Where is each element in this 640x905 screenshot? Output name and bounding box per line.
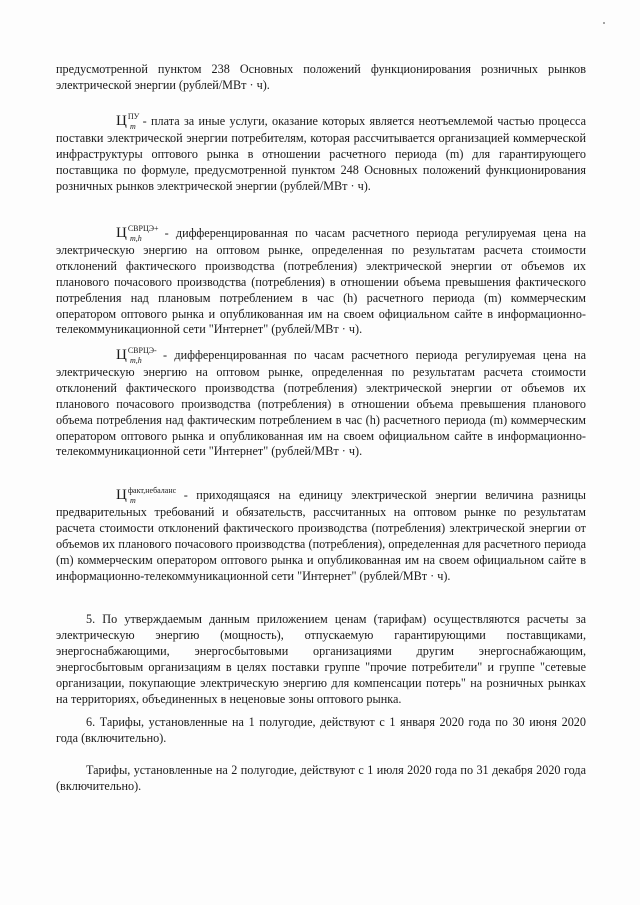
paragraph-continuation: предусмотренной пунктом 238 Основных положений функционирования розничных рынков электрической энергии (рублей/МВт · ч). bbox=[56, 62, 586, 92]
symbol-svrce-minus: $Ц^{СВРЦЭ-}$ m,h bbox=[116, 346, 157, 365]
definition-svrce-minus: $Ц^{СВРЦЭ-}$ m,h - дифференцированная по часам расчетного периода регулируемая цена на электрическую энергию на оптовом рынке, определенная по результатам расчета стоимости отклонений фактического производства (потребления) электрической энергии от объемов их планового почасового производства (потребления) в отношении объема превышения планового объема потребления над фактическим потреблением в час (h) расчетного периода (m) коммерческим оператором оптового рынка и опубликованная им на своем официальном сайте в информационно-телекоммуникационной сети "Интернет" (рублей/МВт · ч). bbox=[56, 346, 586, 459]
symbol-svrce-plus: $Ц^{СВРЦЭ+}$ m,h bbox=[116, 224, 159, 243]
definition-fakt-nebalans: $Ц^{факт,небаланс}$ m - приходящаяся на единицу электрической энергии величина разницы предварительных требований и обязательств, рассчитанных на оптовом рынке по результатам расчета стоимости отклонений фактического производства (потребления) электрической энергии от объемов их планового почасового производства (потребления), определенная для расчетного периода (m) коммерческим оператором оптового рынка и опубликованная им на своем официальном сайте в информационно-телекоммуникационной сети "Интернет" (рублей/МВт · ч). bbox=[56, 486, 586, 583]
scan-speck bbox=[603, 22, 605, 24]
paragraph-7: Тарифы, установленные на 2 полугодие, действуют с 1 июля 2020 года по 31 декабря 2020 года (включительно). bbox=[56, 763, 586, 793]
paragraph-6: 6. Тарифы, установленные на 1 полугодие, действуют с 1 января 2020 года по 30 июня 2020 года (включительно). bbox=[56, 715, 586, 745]
symbol-ppu: $Ц^{ПУ}$ m bbox=[116, 112, 140, 131]
paragraph-5: 5. По утверждаемым данным приложением ценам (тарифам) осуществляются расчеты за электрическую энергию (мощность), отпускаемую гарантирующими поставщиками, энергоснабжающими, энергосбытовыми организациями другим энергоснабжающим, энергосбытовым организациям в целях поставки группе "прочие потребители" и группе "сетевые организации, покупающие электрическую энергию для компенсации потерь" на розничных рынках на территориях, объединенных в неценовые зоны оптового рынка. bbox=[56, 612, 586, 706]
definition-ppu: $Ц^{ПУ}$ m - плата за иные услуги, оказание которых является неотъемлемой частью процесса поставки электрической энергии потребителям, которая рассчитывается организацией коммерческой инфраструктуры оптового рынка в отношении расчетного периода (m) для гарантирующего поставщика по формуле, предусмотренной пунктом 248 Основных положений функционирования розничных рынков электрической энергии (рублей/МВт · ч). bbox=[56, 112, 586, 193]
definition-svrce-plus: $Ц^{СВРЦЭ+}$ m,h - дифференцированная по часам расчетного периода регулируемая цена на электрическую энергию на оптовом рынке, определенная по результатам расчета стоимости отклонений фактического производства (потребления) электрической энергии от объемов их планового почасового производства (потребления) в отношении объема превышения фактического потребления над плановым потреблением в час (h) расчетного периода (m) коммерческим оператором оптового рынка и опубликованная им на своем официальном сайте в информационно-телекоммуникационной сети "Интернет" (рублей/МВт · ч). bbox=[56, 224, 586, 337]
symbol-fakt-nebalans: $Ц^{факт,небаланс}$ m bbox=[116, 486, 177, 505]
